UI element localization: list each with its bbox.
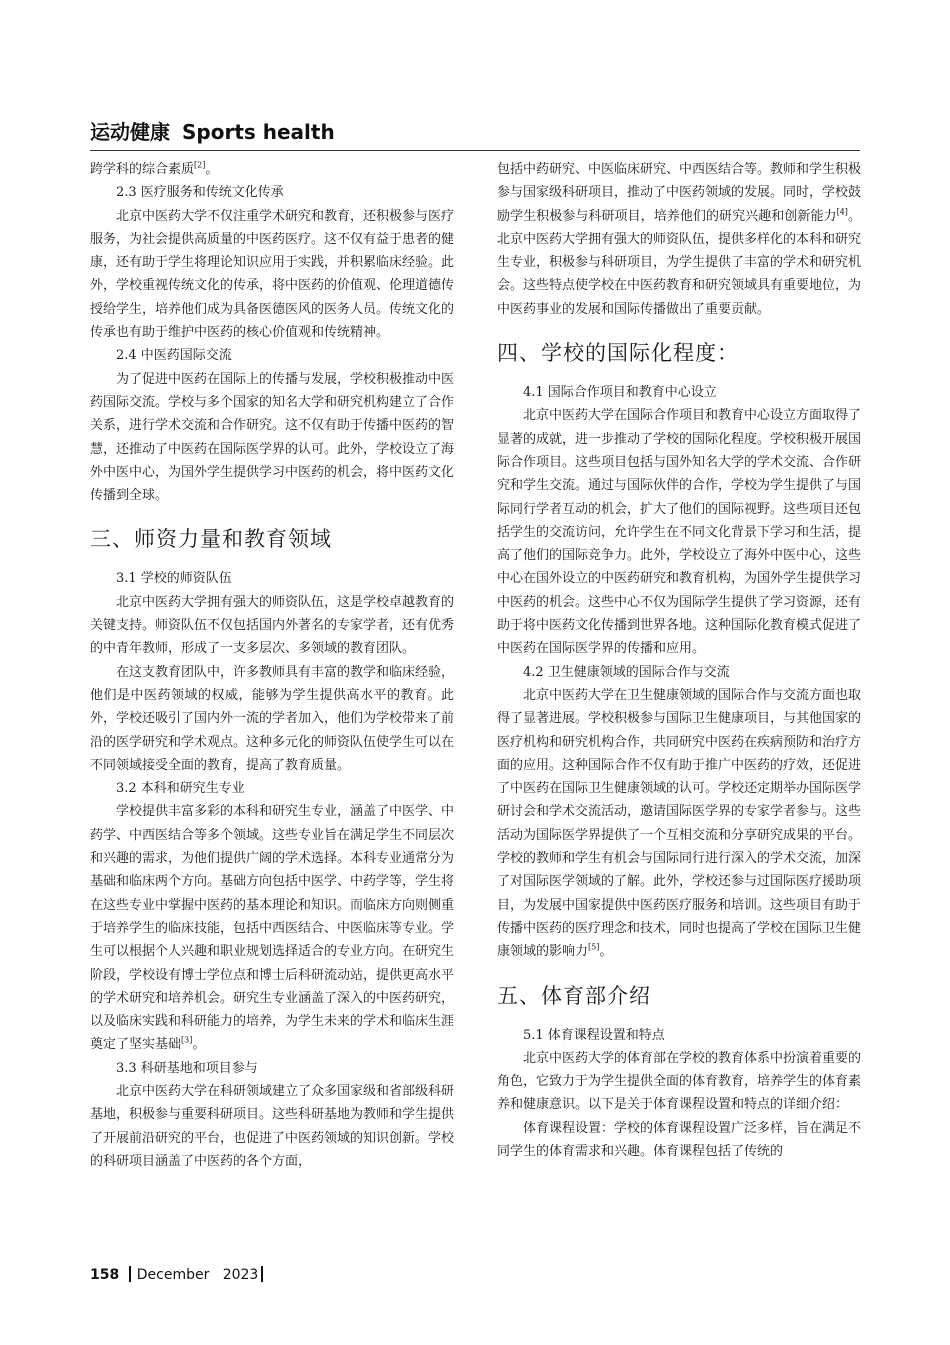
- header-divider: [90, 150, 860, 151]
- journal-section-title: [90, 116, 335, 145]
- citation: [3]: [181, 1036, 193, 1046]
- paragraph: 北京中医药大学拥有强大的师资队伍，这是学校卓越教育的关键支持。师资队伍不仅包括国内外著名的专家学者，还有优秀的中青年教师，形成了一支多层次、多领域的教育团队。: [90, 594, 455, 657]
- paragraph: 为了促进中医药在国际上的传播与发展，学校积极推动中医药国际交流。学校与多个国家的知名大学和研究机构建立了合作关系，进行学术交流和合作研究。这不仅有助于传播中医药的智慧，还推动了中医药在国际医学界的认可。此外，学校设立了海外中医中心，为国外学生提供学习中医药的机会，将中医药文化传播到全球。: [90, 371, 455, 504]
- subsection-heading: 3.1 学校的师资队伍: [116, 571, 232, 587]
- left-column: [90, 158, 454, 1173]
- subsection-heading: 3.3 科研基地和项目参与: [116, 1060, 258, 1076]
- issue-month: December: [136, 1267, 210, 1283]
- citation: [5]: [588, 942, 600, 952]
- paragraph: 北京中医药大学在国际合作项目和教育中心设立方面取得了显著的成就，进一步推动了学校的国际化程度。学校积极开展国际合作项目。这些项目包括与国外知名大学的学术交流、合作研究和学生交流。通过与国际伙伴的合作，学校为学生提供了与国际同行学者互动的机会，扩大了他们的国际视野。这些项目还包括学生的交流访问，允许学生在不同文化背景下学习和生活，提高了他们的国际竞争力。此外，学校设立了海外中医中心，这些中心在国外设立的中医药研究和教育机构，为国外学生提供学习中医药的机会。这些中心不仅为国际学生提供了学习资源，还有助于将中医药文化传播到世界各地。这种国际化教育模式促进了中医药在国际医学界的传播和应用。: [497, 408, 862, 657]
- subsection-heading: 2.4 中医药国际交流: [116, 348, 232, 364]
- section-heading: 五、体育部介绍: [497, 983, 651, 1008]
- paragraph: 体育课程设置：学校的体育课程设置广泛多样，旨在满足不同学生的体育需求和兴趣。体育课程包括了传统的: [497, 1120, 862, 1159]
- subsection-heading: 4.1 国际合作项目和教育中心设立: [523, 385, 717, 401]
- subsection-heading: 2.3 医疗服务和传统文化传承: [116, 185, 284, 201]
- section-title-en: Sports health: [182, 120, 335, 144]
- paragraph: 跨学科的综合素质[2]。: [90, 160, 219, 177]
- right-column: [497, 158, 861, 1163]
- footer-divider: [261, 1266, 263, 1282]
- paragraph: 北京中医药大学在卫生健康领域的国际合作与交流方面也取得了显著进展。学校积极参与国际卫生健康项目，与其他国家的医疗机构和研究机构合作，共同研究中医药在疾病预防和治疗方面的应用。这种国际合作不仅有助于推广中医药的疗效，还促进了中医药在国际卫生健康领域的认可。学校还定期举办国际医学研讨会和学术交流活动，邀请国际医学界的专家学者参与。这些活动为国际医学界提供了一个互相交流和分享研究成果的平台。学校的教师和学生有机会与国际同行进行深入的学术交流，加深了对国际医学领域的了解。此外，学校还参与过国际医疗援助项目，为发展中国家提供中医药医疗服务和培训。这些项目有助于传播中医药的医疗理念和技术，同时也提高了学校在国际卫生健康领域的影响力[5]。: [497, 687, 862, 960]
- paragraph: 北京中医药大学的体育部在学校的教育体系中扮演着重要的角色，它致力于为学生提供全面的体育教育，培养学生的体育素养和健康意识。以下是关于体育课程设置和特点的详细介绍：: [497, 1050, 862, 1113]
- paragraph: 学校提供丰富多彩的本科和研究生专业，涵盖了中医学、中药学、中西医结合等多个领域。这些专业旨在满足学生不同层次和兴趣的需求，为他们提供广阔的学术选择。本科专业通常分为基础和临床两个方向。基础方向包括中医学、中药学等，学生将在这些专业中掌握中医药的基本理论和知识。而临床方向则侧重于培养学生的临床技能，包括中西医结合、中医临床等专业。学生可以根据个人兴趣和职业规划选择适合的专业方向。在研究生阶段，学校设有博士学位点和博士后科研流动站，提供更高水平的学术研究和培养机会。研究生专业涵盖了深入的中医药研究，以及临床实践和科研能力的培养，为学生未来的学术和临床生涯奠定了坚实基础[3]。: [90, 804, 455, 1053]
- citation: [4]: [836, 207, 848, 217]
- page-footer: [90, 1266, 263, 1283]
- paragraph: 在这支教育团队中，许多教师具有丰富的教学和临床经验，他们是中医药领域的权威，能够为学生提供高水平的教育。此外，学校还吸引了国内外一流的学者加入，他们为学校带来了前沿的医学研究和学术观点。这种多元化的师资队伍使学生可以在不同领域接受全面的教育，提高了教育质量。: [90, 664, 455, 773]
- page-number: 158: [90, 1267, 120, 1283]
- subsection-heading: 4.2 卫生健康领域的国际合作与交流: [523, 664, 730, 680]
- subsection-heading: 5.1 体育课程设置和特点: [523, 1027, 665, 1043]
- paragraph: 北京中医药大学不仅注重学术研究和教育，还积极参与医疗服务，为社会提供高质量的中医药医疗。这不仅有益于患者的健康，还有助于学生将理论知识应用于实践，并积累临床经验。此外，学校重视传统文化的传承，将中医药的价值观、伦理道德传授给学生，培养他们成为具备医德医风的医务人员。传统文化的传承也有助于维护中医药的核心价值观和传统精神。: [90, 208, 455, 341]
- subsection-heading: 3.2 本科和研究生专业: [116, 781, 245, 797]
- section-heading: 四、学校的国际化程度：: [497, 341, 739, 366]
- issue-year: 2023: [222, 1267, 259, 1283]
- paragraph: 北京中医药大学在科研领域建立了众多国家级和省部级科研基地，积极参与重要科研项目。这些科研基地为教师和学生提供了开展前沿研究的平台，也促进了中医药领域的知识创新。学校的科研项目涵盖了中医药的各个方面，: [90, 1083, 455, 1169]
- section-title-cn: 运动健康: [90, 120, 170, 144]
- section-heading: 三、师资力量和教育领域: [90, 527, 332, 552]
- footer-divider: [129, 1266, 131, 1282]
- citation: [2]: [194, 160, 206, 170]
- paragraph: 包括中药研究、中医临床研究、中西医结合等。教师和学生积极参与国家级科研项目，推动了中医药领域的发展。同时，学校鼓励学生积极参与科研项目，培养他们的研究兴趣和创新能力[4]。北京中医药大学拥有强大的师资队伍，提供多样化的本科和研究生专业，积极参与科研项目，为学生提供了丰富的学术和研究机会。这些特点使学校在中医药教育和研究领域具有重要地位，为中医药事业的发展和国际传播做出了重要贡献。: [497, 162, 862, 317]
